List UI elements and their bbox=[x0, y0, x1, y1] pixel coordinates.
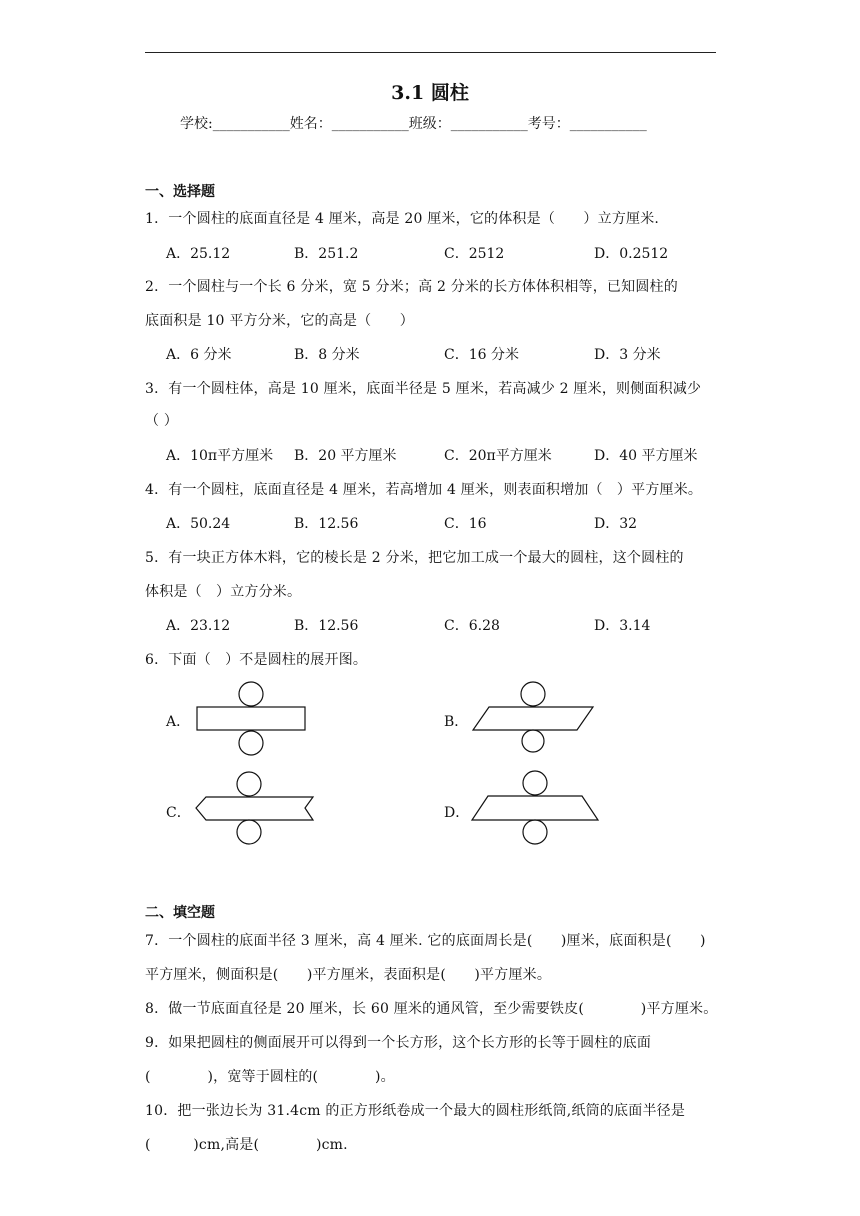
page-title: 3.1 圆柱 bbox=[391, 82, 469, 104]
section-choice-heading: 一、选择题 bbox=[145, 184, 215, 200]
q4-option-c: C．16 bbox=[444, 516, 487, 532]
q5-option-b: B．12.56 bbox=[294, 618, 359, 634]
q5-option-c: C．6.28 bbox=[444, 618, 500, 634]
question-2-line-2: 底面积是 10 平方分米，它的高是（ ） bbox=[145, 313, 414, 329]
net-a-rectangle bbox=[197, 682, 305, 755]
q4-option-d: D．32 bbox=[594, 516, 638, 532]
question-10-line-2: ( )cm,高是( )cm. bbox=[145, 1137, 348, 1153]
question-7-line-1: 7．一个圆柱的底面半径 3 厘米，高 4 厘米. 它的底面周长是( )厘米，底面积是( ) bbox=[145, 933, 706, 949]
q2-option-b: B．8 分米 bbox=[294, 347, 360, 363]
q6-option-b-label: B． bbox=[444, 714, 469, 730]
q3-option-b: B．20 平方厘米 bbox=[294, 448, 397, 464]
q4-option-b: B．12.56 bbox=[294, 516, 359, 532]
section-fill-heading: 二、填空题 bbox=[145, 905, 215, 921]
q3-option-c: C．20π平方厘米 bbox=[444, 448, 552, 464]
net-d-trapezoid bbox=[472, 771, 598, 844]
q5-option-d: D．3.14 bbox=[594, 618, 651, 634]
question-7-line-2: 平方厘米，侧面积是( )平方厘米，表面积是( )平方厘米。 bbox=[145, 967, 552, 983]
q2-option-c: C．16 分米 bbox=[444, 347, 519, 363]
question-9-line-2: ( )，宽等于圆柱的( )。 bbox=[145, 1069, 395, 1085]
question-4: 4．有一个圆柱，底面直径是 4 厘米，若高增加 4 厘米，则表面积增加（ ）平方厘米。 bbox=[145, 482, 703, 498]
q6-option-c-label: C． bbox=[166, 805, 191, 821]
question-3-line-1: 3．有一个圆柱体，高是 10 厘米，底面半径是 5 厘米，若高减少 2 厘米，则侧面积减少 bbox=[145, 381, 702, 397]
q2-option-a: A．6 分米 bbox=[166, 347, 232, 363]
student-info-line: 学校:___________姓名：___________班级：___________考号：___________ bbox=[180, 116, 647, 132]
question-5-line-2: 体积是（ ）立方分米。 bbox=[145, 584, 302, 600]
q4-option-a: A．50.24 bbox=[166, 516, 231, 532]
q1-option-c: C．2512 bbox=[444, 246, 505, 262]
question-9-line-1: 9．如果把圆柱的侧面展开可以得到一个长方形，这个长方形的长等于圆柱的底面 bbox=[145, 1035, 652, 1051]
question-5-line-1: 5．有一块正方体木料，它的棱长是 2 分米，把它加工成一个最大的圆柱，这个圆柱的 bbox=[145, 550, 684, 566]
q2-option-d: D．3 分米 bbox=[594, 347, 661, 363]
question-10-line-1: 10．把一张边长为 31.4cm 的正方形纸卷成一个最大的圆柱形纸筒,纸筒的底面半径是 bbox=[145, 1103, 686, 1119]
q1-option-b: B．251.2 bbox=[294, 246, 359, 262]
q3-option-a: A．10π平方厘米 bbox=[166, 448, 274, 464]
question-6: 6．下面（ ）不是圆柱的展开图。 bbox=[145, 652, 368, 668]
question-2-line-1: 2．一个圆柱与一个长 6 分米，宽 5 分米；高 2 分米的长方体体积相等，已知圆柱的 bbox=[145, 279, 678, 295]
q5-option-a: A．23.12 bbox=[166, 618, 231, 634]
net-c-notched-shape bbox=[196, 772, 313, 844]
question-8: 8．做一节底面直径是 20 厘米，长 60 厘米的通风管，至少需要铁皮( )平方厘米。 bbox=[145, 1001, 718, 1017]
question-3-line-2: （ ） bbox=[145, 413, 179, 429]
net-b-parallelogram bbox=[473, 682, 593, 752]
q3-option-d: D．40 平方厘米 bbox=[594, 448, 698, 464]
question-1: 1．一个圆柱的底面直径是 4 厘米，高是 20 厘米，它的体积是（ ）立方厘米. bbox=[145, 211, 660, 227]
q6-option-d-label: D． bbox=[444, 805, 470, 821]
q6-option-a-label: A． bbox=[166, 714, 191, 730]
q1-option-a: A．25.12 bbox=[166, 246, 231, 262]
q1-option-d: D．0.2512 bbox=[594, 246, 669, 262]
